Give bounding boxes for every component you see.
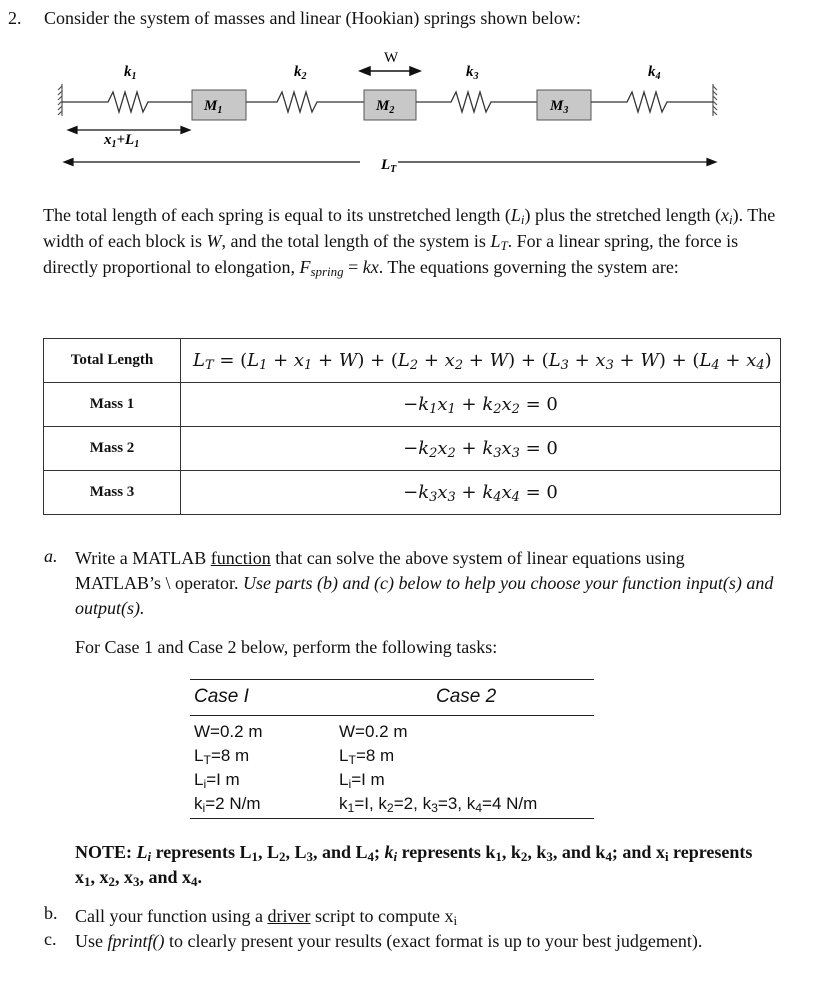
note-text: , x: [114, 867, 133, 887]
case2-Li: [339, 768, 537, 792]
desc-text: . For a linear spring, the force is directly proportional to elongation,: [43, 231, 739, 277]
note-Li: L: [136, 842, 148, 862]
part-c-text: [75, 929, 775, 954]
row-equation: [181, 383, 781, 427]
desc-W: W: [206, 231, 222, 251]
desc-text: , and the total length of the system is: [221, 231, 491, 251]
part-c-text2: to clearly present your results (exact format is up to your best judgement).: [164, 931, 703, 951]
note-text: ; and x: [611, 842, 665, 862]
driver-link[interactable]: driver: [267, 906, 311, 926]
case1-Li: [194, 768, 263, 792]
spring-4: [591, 92, 713, 112]
x1-L1-label: $x_1+L_1$: [104, 132, 140, 150]
part-b-marker: b.: [44, 903, 58, 923]
width-arrow: [360, 67, 420, 75]
case2-ki-text: $k_1=I$, $k_2=2$, $k_3=3$, $k_4=4$ N/m: [339, 794, 538, 816]
desc-Li: L: [510, 205, 521, 225]
desc-kx: kx: [362, 257, 379, 277]
equation-total-length: $L_T = (L_1 + x_1 + W) + (L_2 + x_2 + W) + (L_3 + x_3 + W) + (L_4 + x_4)$: [193, 350, 772, 374]
row-equation: [181, 427, 781, 471]
spring-3: [416, 92, 537, 112]
row-equation: [181, 471, 781, 515]
description-paragraph: The total length of each spring is equal to its unstretched length $(L_i)$ plus the stretched length $(x_i)$. The width of each block is W, and the total length of the system is $L_T$. For a linear spring, the force is directly proportional to elongation, $F_{spring}$ = kx. The equations governing the system are:: [43, 205, 776, 280]
part-a-italic: Use parts (b) and (c) below to help you choose your function input(s) and output(s).: [75, 573, 774, 618]
desc-text: ). The width of each block is: [43, 205, 776, 251]
note-text: ;: [373, 842, 385, 862]
question-number: 2.: [8, 8, 22, 28]
desc-text: . The equations governing the system are:: [378, 257, 679, 277]
case1-values: [194, 720, 263, 816]
width-label: W: [384, 50, 399, 66]
spring-2: [246, 92, 364, 112]
desc-LT: L: [490, 231, 501, 251]
part-a-marker: a.: [44, 546, 58, 566]
mass-1-label: $M_1$: [204, 98, 223, 116]
case1-Li-text: $L_i=I$ m: [194, 770, 240, 792]
row-label: Mass 1: [44, 383, 181, 427]
desc-xi: x: [720, 205, 729, 225]
spring-mass-diagram: [0, 38, 820, 188]
case-table-top-rule: [190, 679, 594, 680]
case2-W: W=0.2 m: [339, 722, 408, 741]
equation-mass-2: $-k_2x_2 + k_3x_3 = 0$: [403, 438, 558, 462]
note-text: represents L: [151, 842, 252, 862]
table-row: [44, 339, 781, 383]
function-link[interactable]: function: [210, 548, 271, 568]
note-text: , L: [285, 842, 307, 862]
part-b-text: Call your function using a driver script to compute $x_i$: [75, 906, 458, 929]
part-a-text2: that can solve the above system of linear equations using MATLAB’s \ operator.: [75, 548, 685, 593]
case2-LT: [339, 744, 537, 768]
mass-3-label: $M_3$: [550, 98, 569, 116]
spring-1-label: $k_1$: [124, 64, 137, 82]
note-text: , and x: [139, 867, 191, 887]
note-text: represents x: [75, 842, 753, 887]
equations-table: [43, 338, 781, 515]
table-row: [44, 427, 781, 471]
question-title: Consider the system of masses and linear (Hookian) springs shown below:: [44, 8, 581, 28]
note-text: , k: [501, 842, 521, 862]
case-table-header-rule: [190, 715, 594, 716]
note-ki: k: [384, 842, 394, 862]
note-text: , and k: [552, 842, 606, 862]
desc-text: =: [343, 257, 363, 277]
table-row: [44, 383, 781, 427]
part-c-marker: c.: [44, 929, 57, 949]
equation-mass-1: $-k_1x_1 + k_2x_2 = 0$: [403, 394, 558, 418]
case-table-bottom-rule: [190, 818, 594, 819]
fprintf-function: fprintf(): [107, 931, 165, 951]
desc-text: ) plus the stretched length (: [524, 205, 721, 225]
spring-3-label: $k_3$: [466, 64, 479, 82]
spring-4-label: $k_4$: [648, 64, 661, 82]
desc-text: The total length of each spring is equal to its unstretched length (: [43, 205, 511, 225]
case2-header: Case 2: [436, 686, 497, 707]
spring-2-label: $k_2$: [294, 64, 307, 82]
part-b-text1: Call your function using a: [75, 906, 268, 926]
case1-ki: [194, 792, 263, 816]
note-text: , x: [90, 867, 109, 887]
note: NOTE: $L_i$ represents $L_1$, $L_2$, $L_3$, and $L_4$; $k_i$ represents $k_1$, $k_2$, $k_3$, and $k_4$; and $x_i$ represents $x_1$, $x_2$, $x_3$, and $x_4$.: [75, 842, 753, 890]
note-text: represents k: [397, 842, 496, 862]
row-label: Total Length: [44, 339, 181, 383]
part-a-text: [75, 546, 775, 621]
right-wall: [713, 84, 717, 116]
case1-LT: [194, 744, 263, 768]
part-b-text2: script to compute x: [310, 906, 454, 926]
case2-Li-text: $L_i=I$ m: [339, 770, 385, 792]
part-a-text1: Write a MATLAB: [75, 548, 211, 568]
spring-1: [62, 92, 192, 112]
note-text: .: [197, 867, 202, 887]
equation-mass-3: $-k_3x_3 + k_4x_4 = 0$: [403, 482, 558, 506]
case2-LT-text: $L_T=8$ m: [339, 746, 395, 768]
case1-ki-text: $k_i=2$ N/m: [194, 794, 261, 816]
note-label: NOTE:: [75, 842, 137, 862]
left-wall: [58, 84, 62, 116]
case2-ki: [339, 792, 537, 816]
total-length-label: $L_T$: [381, 157, 397, 175]
note-text: , k: [527, 842, 547, 862]
desc-F: F: [299, 257, 311, 277]
case2-values: [339, 720, 537, 816]
row-label: Mass 2: [44, 427, 181, 471]
case1-header: Case I: [194, 686, 249, 707]
note-text: , L: [257, 842, 279, 862]
table-row: [44, 471, 781, 515]
desc-Fsub: spring: [310, 264, 344, 280]
note-text: , and L: [312, 842, 368, 862]
case1-W: W=0.2 m: [194, 722, 263, 741]
mass-2-label: $M_2$: [376, 98, 395, 116]
row-label: Mass 3: [44, 471, 181, 515]
part-c-text1: Use: [75, 931, 108, 951]
case1-LT-text: $L_T=8$ m: [194, 746, 250, 768]
row-equation: [181, 339, 781, 383]
cases-intro: For Case 1 and Case 2 below, perform the following tasks:: [75, 637, 498, 657]
